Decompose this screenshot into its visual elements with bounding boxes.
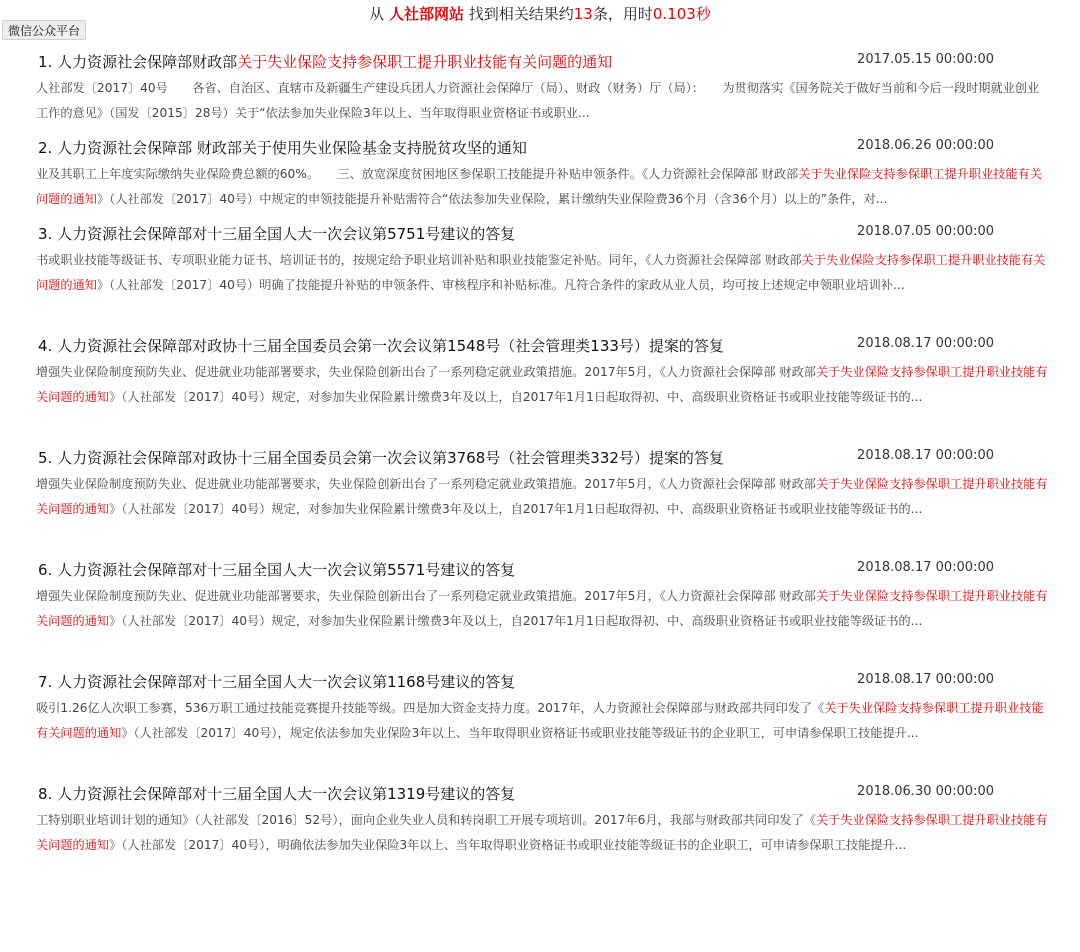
snippet-text: 》（人社部发〔2017〕40号）规定，对参加失业保险累计缴费3年及以上，自2017年1月1日起取得初、中、高级职业资格证书或职业技能等级证书的... bbox=[109, 614, 923, 628]
result-title-text[interactable]: 人力资源社会保障部对十三届全国人大一次会议第1168号建议的答复 bbox=[57, 673, 516, 691]
result-number: 1. bbox=[38, 53, 53, 71]
snippet-text: 》（人社部发〔2017〕40号）中规定的申领技能提升补贴需符合“依法参加失业保险，累计缴纳失业保险费36个月（含36个月）以上的”条件，对... bbox=[96, 192, 888, 206]
result-item bbox=[0, 48, 1080, 134]
result-date: 2018.08.17 00:00:00 bbox=[857, 336, 994, 351]
result-item bbox=[0, 332, 1080, 444]
snippet-text: 工特别职业培训计划的通知》（人社部发〔2016〕52号），面向企业失业人员和转岗职工开展专项培训。2017年6月，我部与财政部共同印发了《 bbox=[36, 813, 816, 827]
result-snippet bbox=[36, 808, 1048, 892]
result-snippet bbox=[36, 162, 1048, 220]
result-item bbox=[0, 556, 1080, 668]
snippet-text: 人社部发〔2017〕40号 各省、自治区、直辖市及新疆生产建设兵团人力资源社会保障厅（局）、财政（财务）厅（局）： 为贯彻落实《国务院关于做好当前和今后一段时期就业创业工作的意见》（国发〔2015〕28号）关于“依法参加失业保险3年以上、当年取得职业资格证书或职业... bbox=[36, 81, 1040, 120]
snippet-text: 业及其职工上年度实际缴纳失业保险费总额的60%。 三、放宽深度贫困地区参保职工技能提升补贴申领条件。《人力资源社会保障部 财政部 bbox=[36, 167, 799, 181]
snippet-text: 增强失业保险制度预防失业、促进就业功能部署要求，失业保险创新出台了一系列稳定就业政策措施。2017年5月，《人力资源社会保障部 财政部 bbox=[36, 589, 816, 603]
result-snippet bbox=[36, 696, 1048, 780]
result-snippet bbox=[36, 76, 1048, 134]
result-snippet bbox=[36, 472, 1048, 556]
snippet-text: 书或职业技能等级证书、专项职业能力证书、培训证书的，按规定给予职业培训补贴和职业技能鉴定补贴。同年，《人力资源社会保障部 财政部 bbox=[36, 253, 802, 267]
results-list bbox=[0, 48, 1080, 892]
search-summary bbox=[0, 4, 1080, 24]
result-number: 8. bbox=[38, 785, 53, 803]
result-number: 6. bbox=[38, 561, 53, 579]
snippet-highlight: 关于失业保险支持参保职工提升职业技能有关问题的通知 bbox=[36, 477, 1048, 516]
result-date: 2018.08.17 00:00:00 bbox=[857, 448, 994, 463]
result-number: 3. bbox=[38, 225, 53, 243]
summary-middle: 找到相关结果约 bbox=[468, 5, 574, 23]
result-date: 2018.08.17 00:00:00 bbox=[857, 560, 994, 575]
snippet-text: 吸引1.26亿人次职工参赛，536万职工通过技能竞赛提升技能等级。四是加大资金支持力度。2017年，人力资源社会保障部与财政部共同印发了《 bbox=[36, 701, 825, 715]
result-title-text[interactable]: 人力资源社会保障部对政协十三届全国委员会第一次会议第3768号（社会管理类332号）提案的答复 bbox=[57, 449, 724, 467]
result-title-text[interactable]: 人力资源社会保障部对政协十三届全国委员会第一次会议第1548号（社会管理类133号）提案的答复 bbox=[57, 337, 724, 355]
summary-site-link[interactable]: 人社部网站 bbox=[388, 5, 464, 23]
result-snippet bbox=[36, 584, 1048, 668]
snippet-text: 》（人社部发〔2017〕40号）规定，对参加失业保险累计缴费3年及以上，自2017年1月1日起取得初、中、高级职业资格证书或职业技能等级证书的... bbox=[109, 390, 923, 404]
result-date: 2018.06.30 00:00:00 bbox=[857, 784, 994, 799]
result-number: 7. bbox=[38, 673, 53, 691]
snippet-text: 》（人社部发〔2017〕40号），明确依法参加失业保险3年以上、当年取得职业资格证书或职业技能等级证书的企业职工，可申请参保职工技能提升... bbox=[109, 838, 907, 852]
summary-unit: 条，用时 bbox=[592, 5, 653, 23]
snippet-highlight: 关于失业保险支持参保职工提升职业技能有关问题的通知 bbox=[36, 167, 1042, 206]
result-date: 2018.07.05 00:00:00 bbox=[857, 224, 994, 239]
result-item bbox=[0, 780, 1080, 892]
snippet-text: 增强失业保险制度预防失业、促进就业功能部署要求，失业保险创新出台了一系列稳定就业政策措施。2017年5月，《人力资源社会保障部 财政部 bbox=[36, 365, 816, 379]
result-title-text[interactable]: 人力资源社会保障部对十三届全国人大一次会议第1319号建议的答复 bbox=[57, 785, 516, 803]
result-snippet bbox=[36, 248, 1048, 332]
result-number: 2. bbox=[38, 139, 53, 157]
result-item bbox=[0, 134, 1080, 220]
snippet-highlight: 关于失业保险支持参保职工提升职业技能有关问题的通知 bbox=[36, 365, 1048, 404]
result-item bbox=[0, 668, 1080, 780]
result-date: 2018.08.17 00:00:00 bbox=[857, 672, 994, 687]
snippet-highlight: 关于失业保险支持参保职工提升职业技能有关问题的通知 bbox=[36, 589, 1048, 628]
result-number: 4. bbox=[38, 337, 53, 355]
result-date: 2017.05.15 00:00:00 bbox=[857, 52, 994, 67]
snippet-highlight: 关于失业保险支持参保职工提升职业技能有关问题的通知 bbox=[36, 253, 1046, 292]
result-title-text[interactable]: 人力资源社会保障部 财政部关于使用失业保险基金支持脱贫攻坚的通知 bbox=[57, 139, 527, 157]
summary-prefix: 从 bbox=[369, 5, 385, 23]
snippet-text: 》（人社部发〔2017〕40号）规定，对参加失业保险累计缴费3年及以上，自2017年1月1日起取得初、中、高级职业资格证书或职业技能等级证书的... bbox=[109, 502, 923, 516]
wechat-platform-button[interactable]: 微信公众平台 bbox=[2, 20, 86, 40]
result-date: 2018.06.26 00:00:00 bbox=[857, 138, 994, 153]
result-number: 5. bbox=[38, 449, 53, 467]
result-item bbox=[0, 444, 1080, 556]
result-title-text[interactable]: 人力资源社会保障部对十三届全国人大一次会议第5751号建议的答复 bbox=[57, 225, 516, 243]
snippet-highlight: 关于失业保险支持参保职工提升职业技能有关问题的通知 bbox=[36, 813, 1048, 852]
result-item bbox=[0, 220, 1080, 332]
snippet-text: 》（人社部发〔2017〕40号）明确了技能提升补贴的申领条件、审核程序和补贴标准。凡符合条件的家政从业人员，均可按上述规定申领职业培训补... bbox=[96, 278, 905, 292]
result-snippet bbox=[36, 360, 1048, 444]
summary-time: 0.103秒 bbox=[652, 5, 711, 23]
snippet-text: 增强失业保险制度预防失业、促进就业功能部署要求，失业保险创新出台了一系列稳定就业政策措施。2017年5月，《人力资源社会保障部 财政部 bbox=[36, 477, 816, 491]
snippet-highlight: 关于失业保险支持参保职工提升职业技能有关问题的通知 bbox=[36, 701, 1044, 740]
result-title-text[interactable]: 人力资源社会保障部财政部 bbox=[57, 53, 238, 71]
summary-count: 13 bbox=[573, 5, 593, 23]
result-title-highlight[interactable]: 关于失业保险支持参保职工提升职业技能有关问题的通知 bbox=[237, 53, 613, 71]
snippet-text: 》（人社部发〔2017〕40号），规定依法参加失业保险3年以上、当年取得职业资格证书或职业技能等级证书的企业职工，可申请参保职工技能提升... bbox=[121, 726, 919, 740]
result-title-text[interactable]: 人力资源社会保障部对十三届全国人大一次会议第5571号建议的答复 bbox=[57, 561, 516, 579]
